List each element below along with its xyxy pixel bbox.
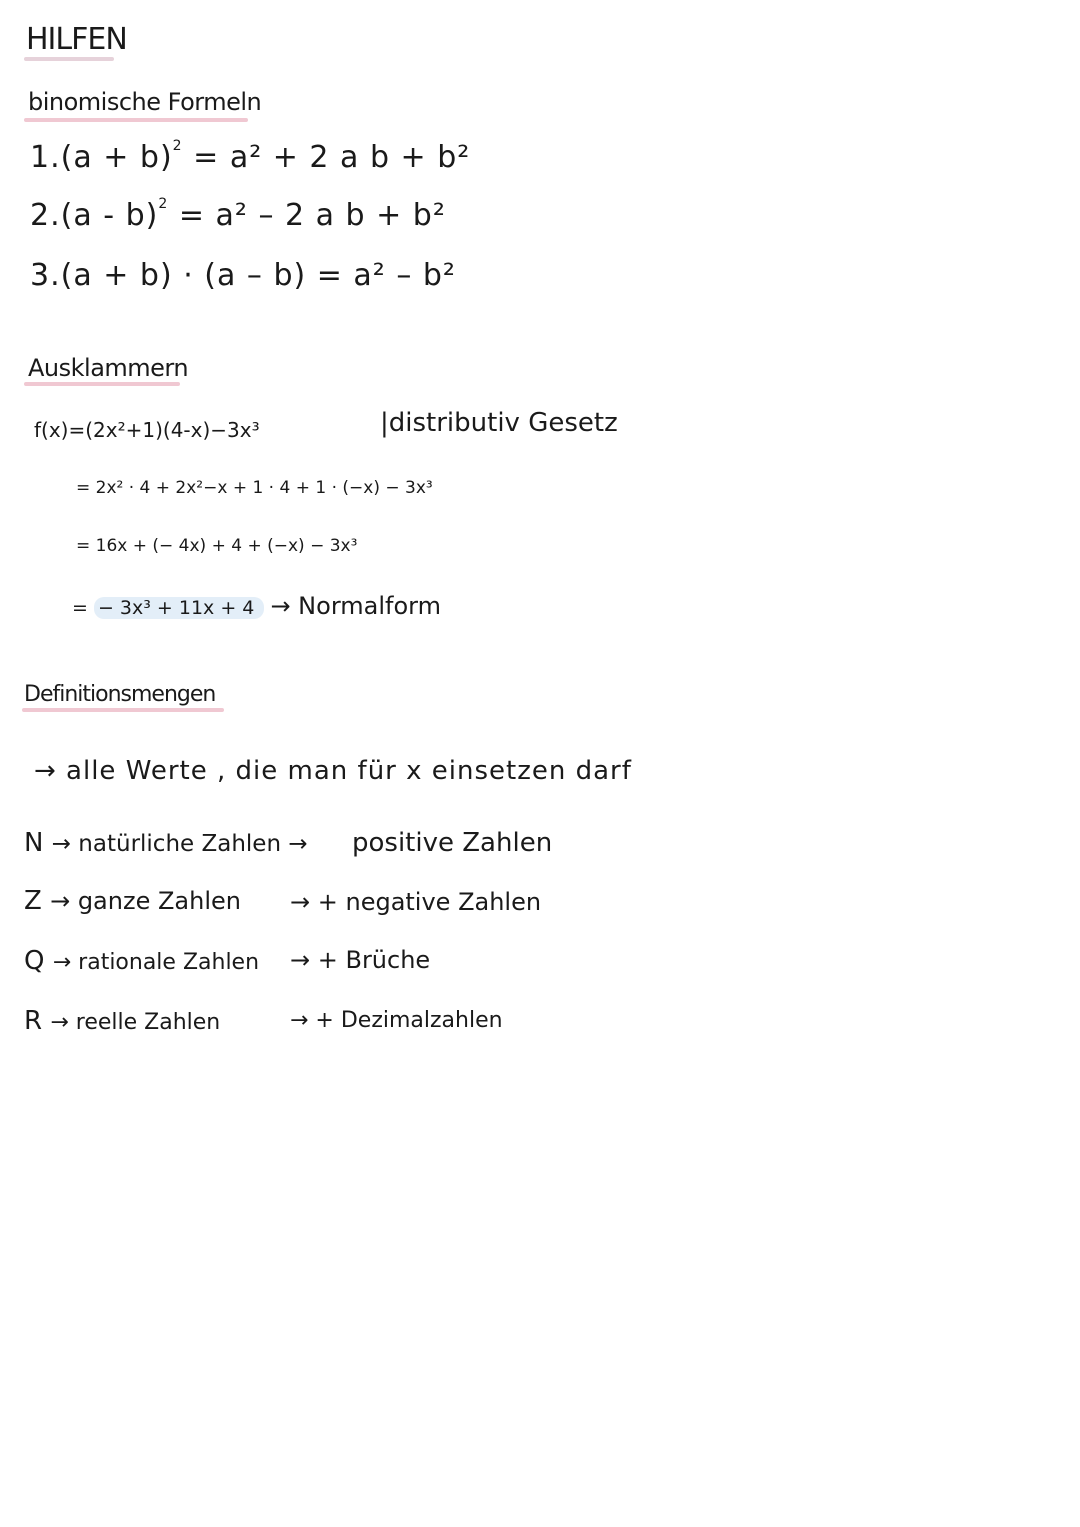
formula-exponent: 2 xyxy=(172,138,183,154)
set-symbol-z: Z xyxy=(24,886,42,916)
binomial-formula-2 xyxy=(30,198,446,233)
normal-form-label: → Normalform xyxy=(270,592,441,620)
set-reals xyxy=(24,1006,220,1036)
formula-number: 2. xyxy=(30,198,61,233)
set-name: → rationale Zahlen xyxy=(52,950,260,975)
formula-lhs: (a + b) xyxy=(60,140,173,175)
formula-lhs: (a - b) xyxy=(60,198,159,233)
binomial-formula-3 xyxy=(30,258,456,293)
factoring-heading-underline xyxy=(24,382,180,386)
formula-number: 1. xyxy=(30,140,61,175)
factoring-step-3 xyxy=(72,592,441,620)
formula-rhs: = a² – 2 a b + b² xyxy=(178,198,446,233)
set-reals-extra: → + Dezimalzahlen xyxy=(290,1008,503,1033)
factoring-step-2: = 16x + (− 4x) + 4 + (−x) − 3x³ xyxy=(76,536,358,556)
set-name: → natürliche Zahlen → xyxy=(51,831,308,857)
set-name: → ganze Zahlen xyxy=(50,887,241,915)
set-integers-extra: → + negative Zahlen xyxy=(290,888,542,916)
binomial-formula-1 xyxy=(30,140,470,175)
formula-exponent: 2 xyxy=(158,196,169,212)
factoring-step-1: = 2x² · 4 + 2x²−x + 1 · 4 + 1 · (−x) − 3x³ xyxy=(76,478,433,498)
distributive-law-note: |distributiv Gesetz xyxy=(380,408,618,438)
normal-form-result: − 3x³ + 11x + 4 xyxy=(94,597,264,619)
set-symbol-n: N xyxy=(24,828,44,858)
set-natural-extra: positive Zahlen xyxy=(352,828,553,858)
formula-lhs: (a + b) · (a – b) xyxy=(60,258,307,293)
set-rationals xyxy=(24,946,259,976)
factoring-function: f(x)=(2x²+1)(4-x)−3x³ xyxy=(34,418,260,442)
step3-equals: = xyxy=(72,597,88,619)
domains-description: → alle Werte , die man für x einsetzen darf xyxy=(34,756,632,786)
set-natural xyxy=(24,828,308,858)
formula-rhs: = a² – b² xyxy=(316,258,456,293)
domains-heading-underline xyxy=(22,708,224,712)
set-integers xyxy=(24,886,241,916)
page-title: HILFEN xyxy=(26,22,127,57)
set-symbol-q: Q xyxy=(24,946,45,976)
factoring-heading: Ausklammern xyxy=(28,354,189,382)
binomial-heading-underline xyxy=(24,118,248,122)
set-rationals-extra: → + Brüche xyxy=(290,946,431,974)
set-symbol-r: R xyxy=(24,1006,43,1036)
formula-number: 3. xyxy=(30,258,61,293)
domains-heading: Definitionsmengen xyxy=(24,682,216,707)
title-underline xyxy=(24,57,114,61)
formula-rhs: = a² + 2 a b + b² xyxy=(193,140,471,175)
binomial-heading: binomische Formeln xyxy=(28,88,262,116)
set-name: → reelle Zahlen xyxy=(50,1010,221,1035)
